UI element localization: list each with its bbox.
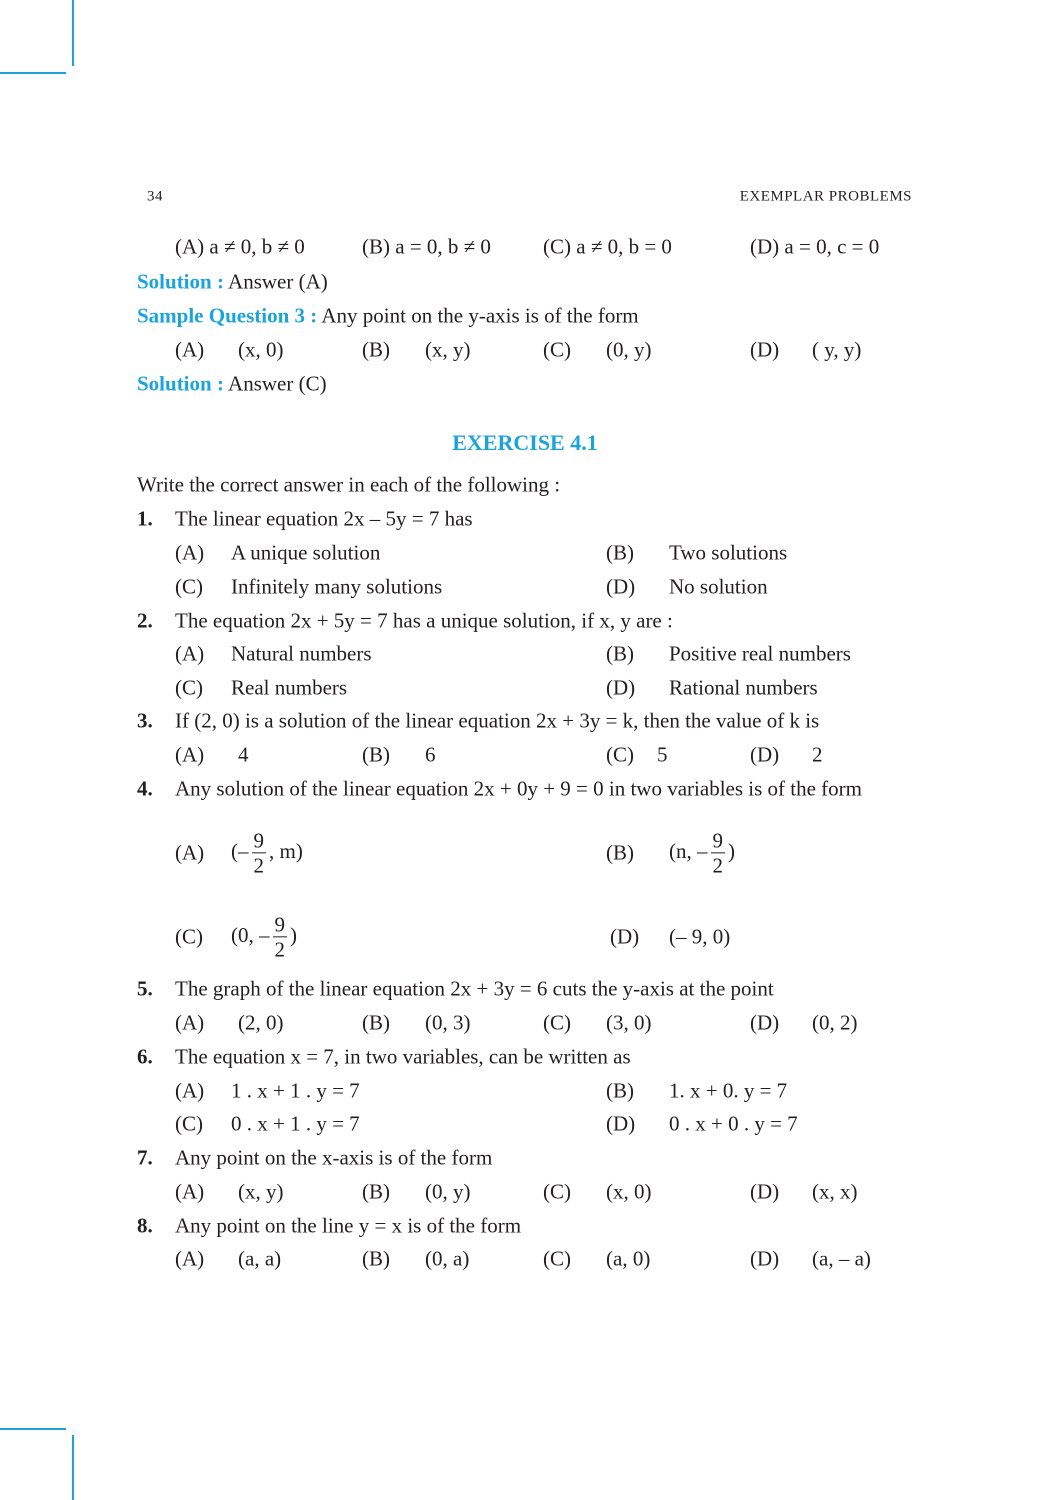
option-label: (D) <box>606 675 636 700</box>
sample-question-label: Sample Question 3 : <box>137 303 318 328</box>
option-label: (C) <box>175 675 203 700</box>
option-value: (– 9, 0) <box>669 924 731 949</box>
question-text: Any solution of the linear equation 2x + 0y + 9 = 0 in two variables is of the form <box>175 776 862 801</box>
option-label: (B) <box>606 1078 634 1103</box>
fraction-prefix: (0, – <box>231 922 270 947</box>
fraction-numerator: 9 <box>712 828 723 853</box>
option-value: 1. x + 0. y = 7 <box>669 1078 788 1103</box>
option-label: (B) <box>362 1179 390 1204</box>
fraction-suffix: ) <box>728 838 735 863</box>
option-label: (C) <box>543 1010 571 1035</box>
option-value: Positive real numbers <box>669 641 851 666</box>
option-label: (B) <box>362 337 390 362</box>
option-d: (D) a = 0, c = 0 <box>750 234 880 259</box>
option-label: (A) <box>175 540 205 565</box>
option-label: (A) <box>175 1078 205 1103</box>
fraction-prefix: (n, – <box>669 838 708 863</box>
option-label: (C) <box>543 1246 571 1271</box>
option-label: (B) <box>362 742 390 767</box>
question-text: The equation 2x + 5y = 7 has a unique solution, if x, y are : <box>175 608 673 633</box>
fraction <box>273 912 288 961</box>
option-a: (A) a ≠ 0, b ≠ 0 <box>175 234 305 259</box>
option-value: Two solutions <box>669 540 788 565</box>
solution-answer: Answer (C) <box>228 371 327 396</box>
question-number: 7. <box>137 1145 153 1170</box>
fraction-suffix: , m) <box>269 838 303 863</box>
option-label: (A) <box>175 840 205 865</box>
option-value: (x, y) <box>238 1179 284 1204</box>
option-value: (3, 0) <box>606 1010 652 1035</box>
fraction-denominator: 2 <box>712 853 723 878</box>
fraction-prefix: (– <box>231 838 249 863</box>
question-number: 6. <box>137 1044 153 1069</box>
corner-mark-top-vertical <box>72 0 74 66</box>
option-value: (a, a) <box>238 1246 282 1271</box>
option-value: No solution <box>669 574 768 599</box>
option-label: (A) <box>175 742 205 767</box>
fraction-denominator: 2 <box>274 937 285 962</box>
option-value: (0, 3) <box>425 1010 471 1035</box>
question-text: The linear equation 2x – 5y = 7 has <box>175 506 473 531</box>
page-number: 34 <box>147 188 163 205</box>
option-value: ( y, y) <box>812 337 862 362</box>
option-label: (D) <box>610 924 640 949</box>
option-value: 1 . x + 1 . y = 7 <box>231 1078 360 1103</box>
option-label: (A) <box>175 1179 205 1204</box>
option-label: (D) <box>750 1246 780 1271</box>
sample-question-3 <box>137 303 639 328</box>
option-label: (D) <box>750 1010 780 1035</box>
option-value: (0, y) <box>606 337 652 362</box>
fraction <box>711 828 726 877</box>
option-label: (D) <box>606 574 636 599</box>
option-label: (C) <box>175 1111 203 1136</box>
option-value: (a, – a) <box>812 1246 871 1271</box>
question-text: Any point on the y-axis is of the form <box>321 303 639 328</box>
solution-label: Solution : <box>137 269 224 294</box>
option-value: A unique solution <box>231 540 381 565</box>
solution-label: Solution : <box>137 371 224 396</box>
question-number: 2. <box>137 608 153 633</box>
option-value: (x, x) <box>812 1179 858 1204</box>
option-label: (A) <box>175 337 205 362</box>
option-label: (C) <box>175 924 203 949</box>
option-value: (x, y) <box>425 337 471 362</box>
corner-mark-bottom-horizontal <box>0 1428 66 1430</box>
option-value-fraction <box>231 828 303 877</box>
option-value-fraction <box>669 828 735 877</box>
solution-line <box>137 371 327 396</box>
option-value: Natural numbers <box>231 641 372 666</box>
option-value: (2, 0) <box>238 1010 284 1035</box>
question-text: The graph of the linear equation 2x + 3y = 6 cuts the y-axis at the point <box>175 976 774 1001</box>
fraction-numerator: 9 <box>274 912 285 937</box>
option-label: (B) <box>362 1246 390 1271</box>
option-value: 0 . x + 0 . y = 7 <box>669 1111 798 1136</box>
corner-mark-bottom-vertical <box>72 1435 74 1500</box>
option-c: (C) a ≠ 0, b = 0 <box>543 234 672 259</box>
option-value: 6 <box>425 742 436 767</box>
question-text: Any point on the line y = x is of the form <box>175 1213 522 1238</box>
option-value: 0 . x + 1 . y = 7 <box>231 1111 360 1136</box>
option-label: (B) <box>606 641 634 666</box>
fraction-suffix: ) <box>290 922 297 947</box>
question-text: If (2, 0) is a solution of the linear equation 2x + 3y = k, then the value of k is <box>175 708 820 733</box>
question-number: 3. <box>137 708 153 733</box>
option-label: (A) <box>175 641 205 666</box>
option-label: (D) <box>750 742 780 767</box>
question-text: Any point on the x-axis is of the form <box>175 1145 493 1170</box>
fraction-denominator: 2 <box>253 853 264 878</box>
option-label: (D) <box>750 337 780 362</box>
option-value: Rational numbers <box>669 675 818 700</box>
option-label: (C) <box>175 574 203 599</box>
option-label: (A) <box>175 1246 205 1271</box>
option-value: (0, y) <box>425 1179 471 1204</box>
exercise-title: EXERCISE 4.1 <box>452 430 598 455</box>
question-number: 8. <box>137 1213 153 1238</box>
option-value: Real numbers <box>231 675 348 700</box>
fraction <box>252 828 267 877</box>
option-value: (x, 0) <box>238 337 284 362</box>
option-label: (B) <box>606 840 634 865</box>
question-text: The equation x = 7, in two variables, can be written as <box>175 1044 631 1069</box>
question-number: 4. <box>137 776 153 801</box>
option-label: (A) <box>175 1010 205 1035</box>
option-label: (D) <box>750 1179 780 1204</box>
running-title: EXEMPLAR PROBLEMS <box>739 188 912 205</box>
question-number: 1. <box>137 506 153 531</box>
option-label: (C) <box>543 1179 571 1204</box>
option-value-fraction <box>231 912 297 961</box>
option-value: Infinitely many solutions <box>231 574 443 599</box>
option-label: (C) <box>606 742 634 767</box>
question-number: 5. <box>137 976 153 1001</box>
option-value: (0, a) <box>425 1246 470 1271</box>
option-value: (0, 2) <box>812 1010 858 1035</box>
option-value: 2 <box>812 742 823 767</box>
exercise-intro: Write the correct answer in each of the following : <box>137 472 561 497</box>
solution-answer: Answer (A) <box>228 269 328 294</box>
option-label: (B) <box>606 540 634 565</box>
option-value: (x, 0) <box>606 1179 652 1204</box>
option-label: (C) <box>543 337 571 362</box>
solution-line <box>137 269 328 294</box>
option-value: (a, 0) <box>606 1246 651 1271</box>
option-label: (B) <box>362 1010 390 1035</box>
option-b: (B) a = 0, b ≠ 0 <box>362 234 491 259</box>
option-value: 5 <box>657 742 668 767</box>
option-label: (D) <box>606 1111 636 1136</box>
option-value: 4 <box>238 742 249 767</box>
fraction-numerator: 9 <box>253 828 264 853</box>
corner-mark-top-horizontal <box>0 72 66 74</box>
